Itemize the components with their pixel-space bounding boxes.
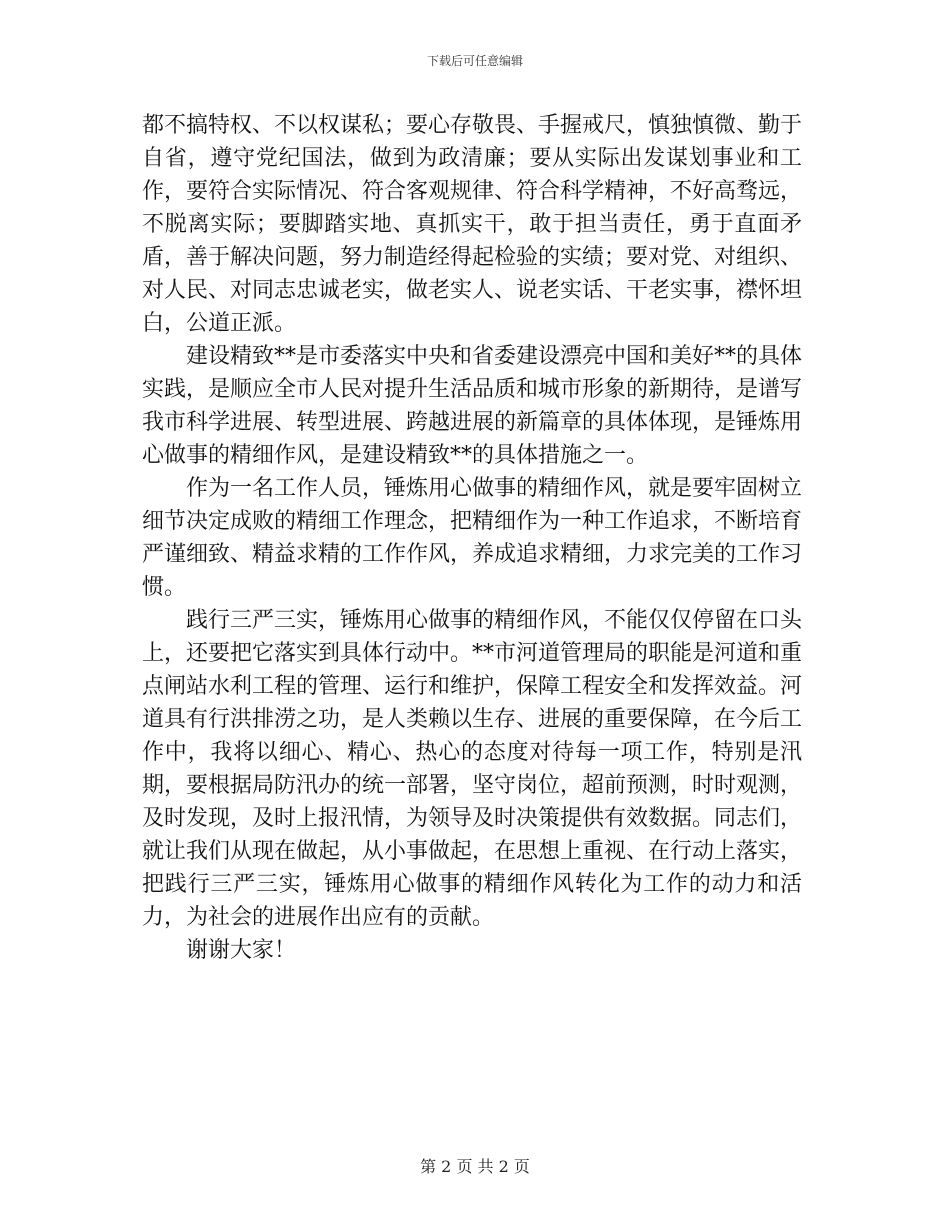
paragraph-practice: 践行三严三实，锤炼用心做事的精细作风，不能仅仅停留在口头上，还要把它落实到具体行动中。**市河道管理局的职能是河道和重点闸站水利工程的管理、运行和维护，保障工程安全和发挥效益。河道具有行洪排涝之功，是人类赖以生存、进展的重要保障，在今后工作中，我将以细心、精心、热心的态度对待每一项工作，特别是汛期，要根据局防汛办的统一部署，坚守岗位，超前预测，时时观测，及时发现，及时上报汛情，为领导及时决策提供有效数据。同志们，就让我们从现在做起，从小事做起，在思想上重视、在行动上落实，把践行三严三实，锤炼用心做事的精细作风转化为工作的动力和活力，为社会的进展作出应有的贡献。 [142,608,803,930]
document-body [142,109,802,967]
paragraph-continuation: 都不搞特权、不以权谋私；要心存敬畏、手握戒尺，慎独慎微、勤于自省，遵守党纪国法，做到为政清廉；要从实际出发谋划事业和工作，要符合实际情况、符合客观规律、符合科学精神，不好高骛远，不脱离实际；要脚踏实地、真抓实干，敢于担当责任，勇于直面矛盾，善于解决问题，努力制造经得起检验的实绩；要对党、对组织、对人民、对同志忠诚老实，做老实人、说老实话、干老实事，襟怀坦白，公道正派。 [142,113,803,336]
paragraph-staff: 作为一名工作人员，锤炼用心做事的精细作风，就是要牢固树立细节决定成败的精细工作理念，把精细作为一种工作追求，不断培育严谨细致、精益求精的工作作风，养成追求精细，力求完美的工作习惯。 [142,476,803,600]
page-header: 下载后可任意编辑 [426,54,523,68]
page-number: 第 2 页 共 2 页 [420,1157,530,1176]
paragraph-jingzhi: 建设精致**是市委落实中央和省委建设漂亮中国和美好**的具体实践，是顺应全市人民对提升生活品质和城市形象的新期待，是谱写我市科学进展、转型进展、跨越进展的新篇章的具体体现，是锤炼用心做事的精细作风，是建设精致**的具体措施之一。 [142,344,803,468]
paragraph-thanks: 谢谢大家！ [186,938,297,963]
